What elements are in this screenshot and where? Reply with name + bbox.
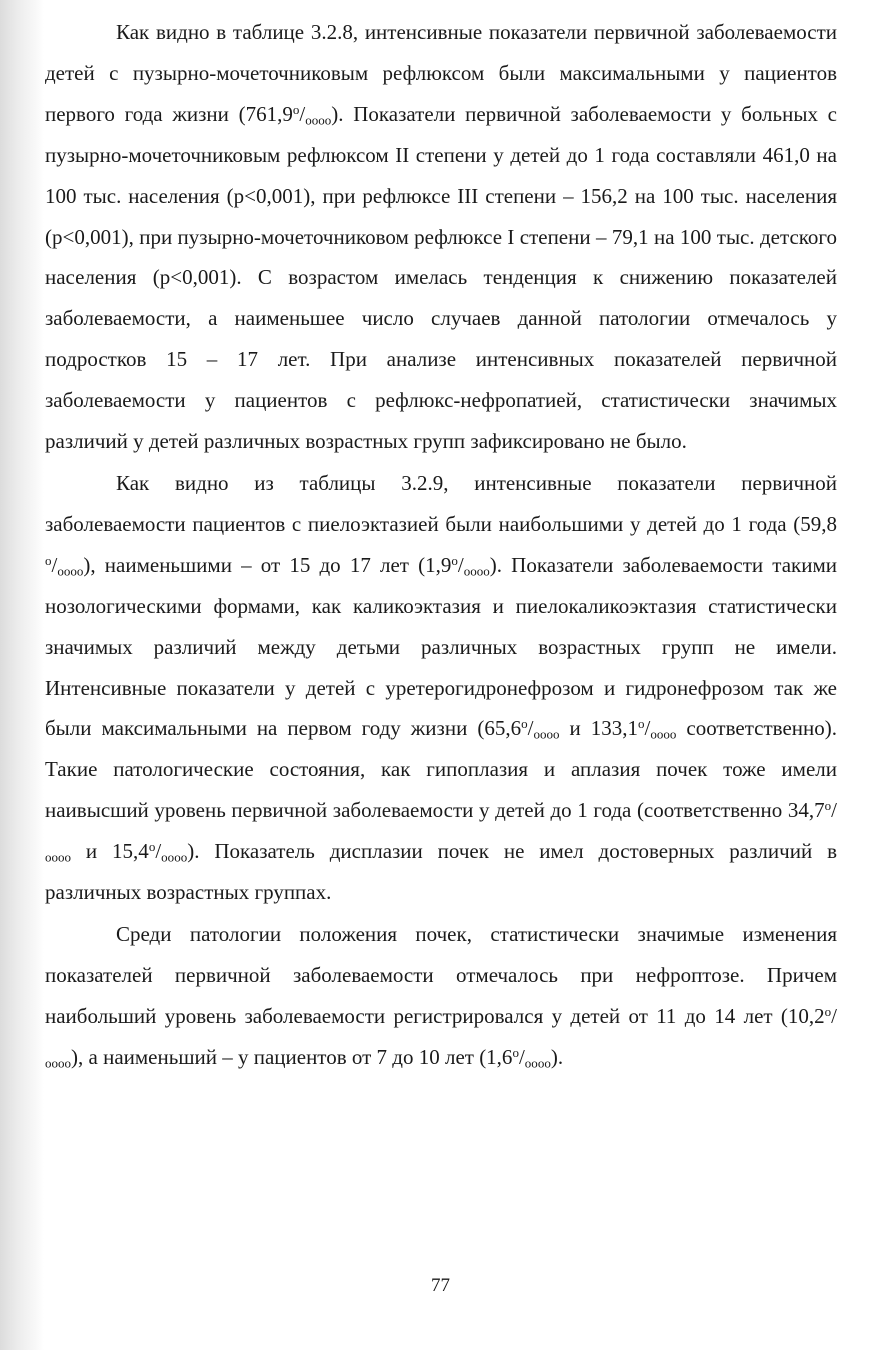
paragraph-3: Среди патологии положения почек, статистически значимые изменения показателей первичной заболеваемости отмечалось при нефроптозе. Причем наибольший уровень заболеваемости регистрировался у детей от 11 до 14 лет $(10,2^о/_{оооо})$, а наименьший – у пациентов от 7 до 10 лет $(1,6^о/_{оооо})$. xyxy=(45,921,837,1070)
subscript: оооо xyxy=(161,849,188,865)
paragraph-1: Как видно в таблице 3.2.8, интенсивные показатели первичной заболеваемости детей с пузырно-мочеточниковым рефлюксом были максимальными у пациентов первого года жизни $(761,9^о/_{оооо})$. Показатели первичной заболеваемости у больных с пузырно-мочеточниковым рефлюксом II степени у детей до 1 года составляли 461,0 на 100 тыс. населения (р<0,001), при рефлюксе III степени – 156,2 на 100 тыс. населения (р<0,001), при пузырно-мочеточниковом рефлюксе I степени – 79,1 на 100 тыс. детского населения (р<0,001). С возрастом имелась тенденция к снижению показателей заболеваемости, а наименьшее число случаев данной патологии отмечалось у подростков 15 – 17 лет. При анализе интенсивных показателей первичной заболеваемости у пациентов с рефлюкс-нефропатией, статистически значимых различий у детей различных возрастных групп зафиксировано не было. xyxy=(45,20,837,454)
page-number: 77 xyxy=(431,1275,450,1296)
paragraph-2: Как видно из таблицы 3.2.9, интенсивные показатели первичной заболеваемости пациентов с пиелоэктазией были наибольшими у детей до 1 года (59,8 $^о/_{оооо}$), наименьшими – от 15 до 17 лет $(1,9^о/_{оооо})$. Показатели заболеваемости такими нозологическими формами, как каликоэктазия и пиелокаликоэктазия статистически значимых различий между детьми различных возрастных групп не имели. Интенсивные показатели у детей с уретерогидронефрозом и гидронефрозом так же были максимальными на первом году жизни ($65,6^о/_{оооо}$ и $133,1^о/_{оооо}$ соответственно). Такие патологические состояния, как гипоплазия и аплазия почек тоже имели наивысший уровень первичной заболеваемости у детей до 1 года (соответственно $34,7^о/_{оооо}$ и $15,4^о/_{оооо}$). Показатель дисплазии почек не имел достоверных различий в различных возрастных группах. xyxy=(45,470,837,905)
superscript: о xyxy=(451,552,458,568)
superscript: о xyxy=(521,716,528,732)
scan-shadow-edge xyxy=(0,0,44,1350)
superscript: о xyxy=(824,798,832,814)
subscript: оооо xyxy=(524,1054,551,1070)
superscript: о xyxy=(45,552,52,568)
superscript: о xyxy=(512,1044,519,1060)
superscript: о xyxy=(292,101,300,117)
subscript: оооо xyxy=(57,563,84,579)
subscript: оооо xyxy=(45,849,72,865)
subscript: оооо xyxy=(533,726,560,742)
subscript: оооо xyxy=(305,112,332,128)
subscript: оооо xyxy=(650,726,677,742)
superscript: о xyxy=(637,716,645,732)
subscript: оооо xyxy=(45,1054,72,1070)
superscript: о xyxy=(824,1003,832,1019)
superscript: о xyxy=(148,838,156,854)
document-page xyxy=(45,12,837,1078)
subscript: оооо xyxy=(463,563,490,579)
